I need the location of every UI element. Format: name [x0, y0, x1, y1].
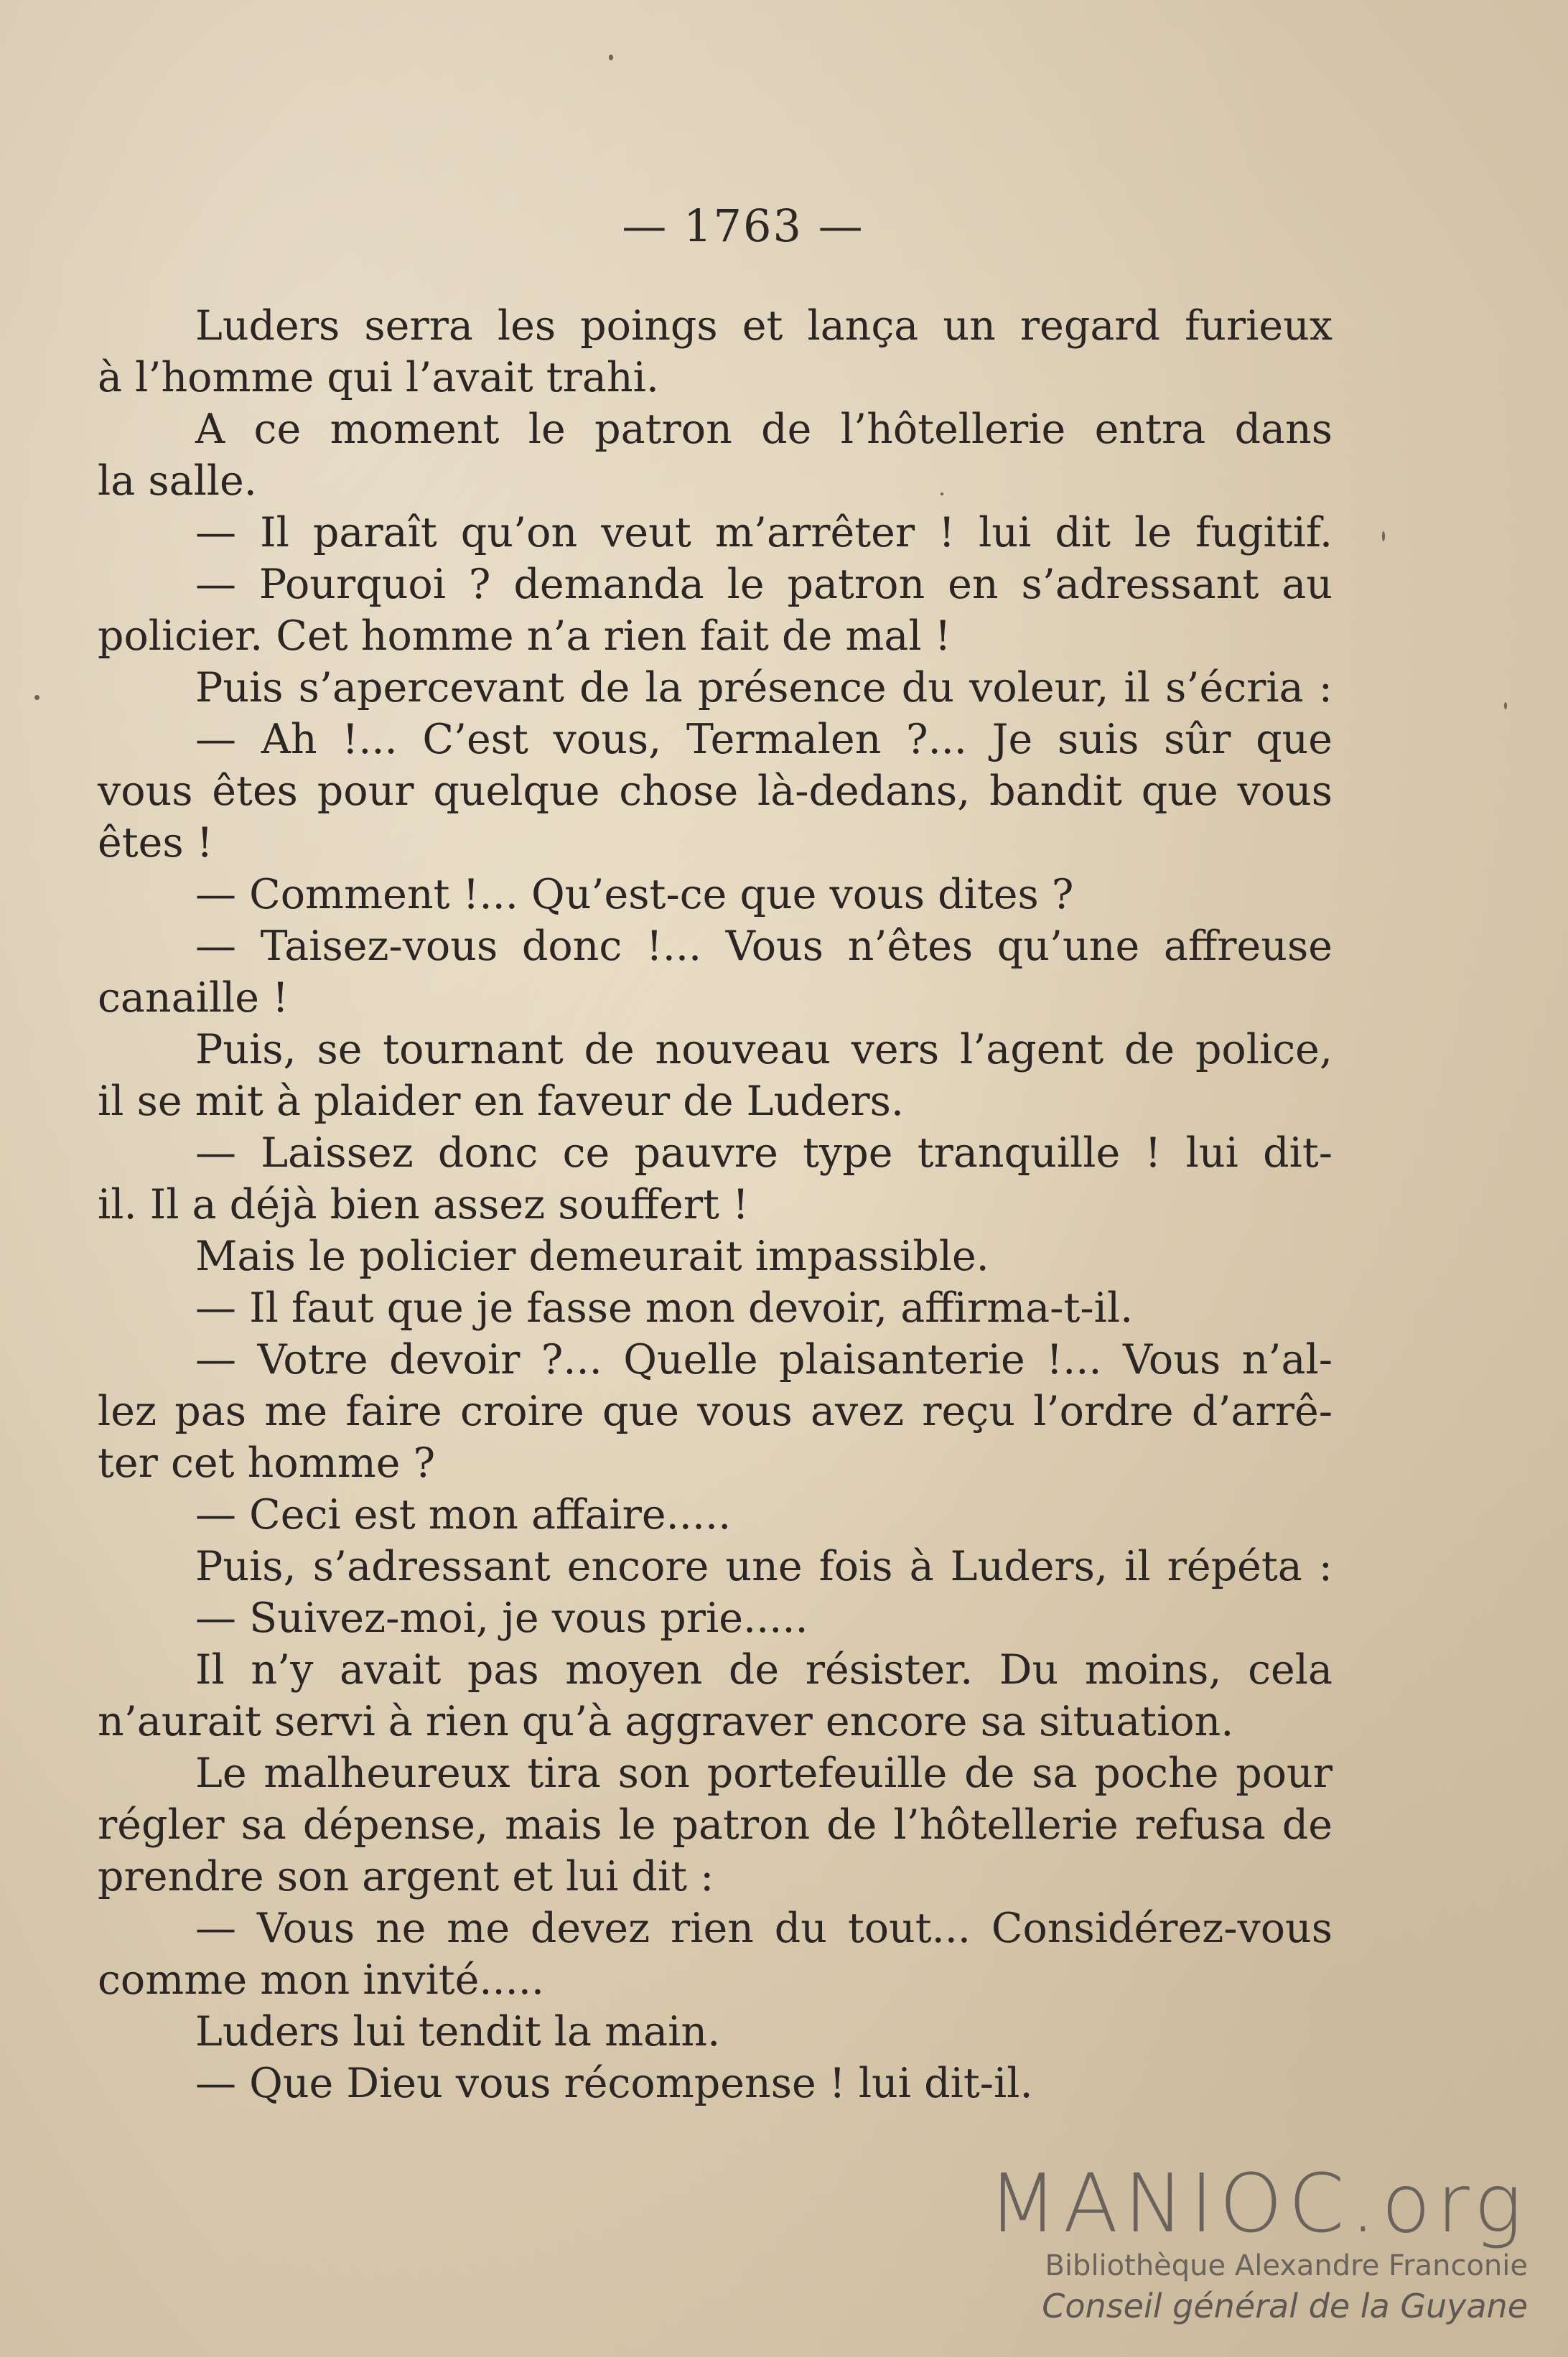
text-line: — Suivez-moi, je vous prie.....: [195, 1595, 808, 1642]
text-line: policier. Cet homme n’a rien fait de mal !: [98, 612, 951, 660]
text-line: — Comment !... Qu’est-ce que vous dites ?: [195, 871, 1074, 918]
text-line: — Il faut que je fasse mon devoir, affirma-t-il.: [195, 1284, 1134, 1332]
text-line: Luders lui tendit la main.: [195, 2008, 721, 2055]
text-line: — Il paraît qu’on veut m’arrêter ! lui dit le fugitif.: [195, 509, 1333, 556]
page-body-text: [98, 300, 1333, 2109]
text-line: Puis, s’adressant encore une fois à Luders, il répéta :: [195, 1543, 1333, 1590]
paper-speck: [609, 55, 613, 60]
text-line: — Taisez-vous donc !... Vous n’êtes qu’une affreuse: [195, 923, 1333, 970]
text-line: n’aurait servi à rien qu’à aggraver encore sa situation.: [98, 1698, 1234, 1745]
text-line: — Ah !... C’est vous, Termalen ?... Je suis sûr que: [195, 716, 1333, 763]
text-line: êtes !: [98, 819, 213, 867]
text-line: Puis, se tournant de nouveau vers l’agent de police,: [195, 1026, 1333, 1073]
text-line: il. Il a déjà bien assez souffert !: [98, 1181, 749, 1228]
manioc-logo: MANIOC.org: [988, 2157, 1528, 2251]
text-line: Puis s’apercevant de la présence du voleur, il s’écria :: [195, 664, 1333, 711]
text-line: comme mon invité.....: [98, 1956, 544, 2004]
text-line: ter cet homme ?: [98, 1439, 436, 1487]
text-line: — Vous ne me devez rien du tout... Considérez-vous: [195, 1905, 1333, 1952]
text-line: A ce moment le patron de l’hôtellerie entra dans: [195, 406, 1333, 453]
text-line: régler sa dépense, mais le patron de l’hôtellerie refusa de: [98, 1801, 1333, 1849]
page-number: — 1763 —: [622, 200, 864, 252]
text-line: il se mit à plaider en faveur de Luders.: [98, 1078, 904, 1125]
text-line: prendre son argent et lui dit :: [98, 1853, 714, 1900]
manioc-watermark: [982, 2157, 1528, 2328]
text-line: Le malheureux tira son portefeuille de sa poche pour: [195, 1750, 1333, 1797]
text-line: — Que Dieu vous récompense ! lui dit-il.: [195, 2060, 1033, 2107]
text-line: Mais le policier demeurait impassible.: [195, 1233, 989, 1280]
text-line: — Pourquoi ? demanda le patron en s’adressant au: [195, 561, 1333, 608]
text-line: — Ceci est mon affaire.....: [195, 1491, 732, 1539]
text-line: — Laissez donc ce pauvre type tranquille ! lui dit-: [195, 1129, 1333, 1177]
paper-speck: [1382, 531, 1385, 541]
paper-speck: [1504, 702, 1507, 709]
text-line: vous êtes pour quelque chose là-dedans, bandit que vous: [98, 767, 1333, 815]
text-line: Luders serra les poings et lança un regard furieux: [195, 302, 1333, 350]
paper-speck: [34, 695, 39, 700]
text-line: la salle.: [98, 457, 257, 505]
text-line: — Votre devoir ?... Quelle plaisanterie !... Vous n’al-: [195, 1336, 1333, 1383]
text-line: à l’homme qui l’avait trahi.: [98, 354, 659, 401]
text-line: canaille !: [98, 974, 289, 1022]
council-name: Conseil général de la Guyane: [1042, 2287, 1528, 2325]
text-line: lez pas me faire croire que vous avez reçu l’ordre d’arrê-: [98, 1388, 1333, 1435]
text-line: Il n’y avait pas moyen de résister. Du moins, cela: [195, 1646, 1333, 1694]
library-name: Bibliothèque Alexandre Franconie: [1045, 2249, 1528, 2282]
